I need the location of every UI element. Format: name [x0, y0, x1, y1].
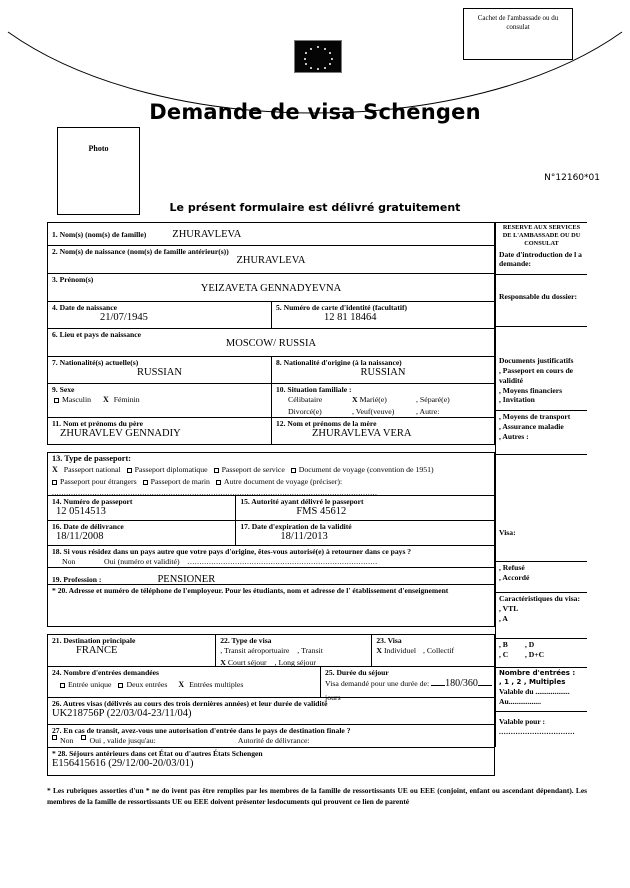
field-13-r1-2: Passeport de service — [221, 465, 285, 475]
field-23-option-0: Individuel — [383, 646, 416, 656]
sidebar-valable-pour-label: Valable pour : — [499, 717, 545, 726]
checkbox-passeport-marin[interactable] — [143, 480, 148, 485]
field-16[interactable] — [48, 521, 235, 545]
field-10-r1-1: Marié(e) — [359, 395, 387, 405]
field-1-value[interactable]: ZHURAVLEVA — [172, 229, 242, 240]
field-25-suffix: jours — [325, 692, 341, 702]
checkbox-transit-oui[interactable] — [81, 735, 86, 740]
field-23-label: 23. Visa — [376, 636, 402, 645]
field-18[interactable] — [47, 546, 495, 568]
sidebar-valable-pour[interactable] — [495, 711, 587, 747]
field-10-r1-0: Célibataire — [288, 395, 323, 405]
checkbox-masculin[interactable] — [54, 398, 59, 403]
field-10-row-1[interactable]: Célibataire X Marié(e) , Séparé(e) — [288, 395, 450, 405]
field-24-label: 24. Nombre d'entrées demandées — [52, 668, 160, 677]
sidebar-visa-title: Visa: — [499, 528, 516, 537]
field-27-option-yes: Oui , valide jusqu'au: — [89, 736, 156, 746]
field-24[interactable] — [48, 667, 320, 697]
field-23-options[interactable]: X Individuel , Collectif — [376, 646, 455, 656]
field-15[interactable] — [235, 496, 494, 520]
field-9-option-0-label: Masculin — [62, 395, 92, 405]
field-9-option-1-label: Féminin — [113, 395, 140, 405]
sidebar-visa-refuse: Refusé — [502, 563, 525, 572]
field-17[interactable] — [235, 521, 494, 545]
field-22-r1-0: Transit aéroportuaire — [224, 646, 290, 656]
form-left-column — [47, 222, 495, 776]
group-travel — [47, 634, 495, 776]
mark-individuel: X — [376, 646, 382, 656]
field-3-value[interactable]: YEIZAVETA GENNADYEVNA — [200, 283, 342, 295]
field-11-value[interactable]: ZHURAVLEV GENNADIY — [60, 428, 181, 440]
sidebar-visa-decision[interactable] — [495, 454, 587, 561]
field-7-8-row — [47, 357, 495, 384]
field-4-value[interactable]: 21/07/1945 — [100, 312, 148, 324]
field-24-option-1: Deux entrées — [126, 680, 168, 690]
field-8[interactable] — [271, 357, 494, 383]
sidebar-valable-pour-dots[interactable]: ................................ — [499, 726, 575, 736]
checkbox-deux-entrees[interactable] — [118, 683, 123, 688]
field-21-label: 21. Destination principale — [52, 636, 136, 645]
field-22-label: 22. Type de visa — [220, 636, 272, 645]
field-27[interactable] — [47, 725, 495, 748]
sidebar-doc-4: Assurance maladie — [502, 421, 564, 431]
sidebar-entries-options[interactable]: , 1 , 2 , Multiples — [499, 678, 566, 687]
field-13-r1-3: Document de voyage (convention de 1951) — [298, 465, 434, 475]
field-13-row-1[interactable] — [52, 464, 490, 476]
field-19[interactable] — [47, 568, 495, 585]
field-8-label: 8. Nationalité d'origine (à la naissance) — [276, 358, 402, 367]
sidebar-carac-option[interactable]: , VTL — [499, 603, 519, 613]
embassy-stamp-label: Cachet de l'ambassade ou du consulat — [477, 14, 559, 32]
field-2-label: 2. Nom(s) de naissance (nom(s) de famille antérieur(s)) — [52, 247, 229, 256]
field-20-label: * 20. Adresse et numéro de téléphone de l'employeur. Pour les étudiants, nom et adresse de l' établissement d'enseignement — [52, 586, 449, 595]
group-passport — [47, 452, 495, 627]
field-17-label: 17. Date d'expiration de la validité — [240, 522, 352, 531]
sidebar-visa-option[interactable]: , Refusé — [499, 563, 525, 572]
field-6-label: 6. Lieu et pays de naissance — [52, 330, 142, 339]
field-24-option-0: Entrée unique — [68, 680, 112, 690]
field-13-r1-0: Passeport national — [63, 465, 121, 475]
sidebar-carac-title: Caractéristiques du visa: — [499, 594, 580, 603]
field-16-17-row — [47, 521, 495, 546]
field-22-row-1[interactable]: , Transit aéroportuaire , Transit — [220, 646, 323, 656]
sidebar-doc-1: Moyens financiers — [502, 385, 563, 395]
field-27-option-no: Non — [60, 736, 74, 746]
field-12-value[interactable]: ZHURAVLEVA VERA — [312, 428, 412, 440]
field-25[interactable] — [320, 667, 494, 702]
field-19-value[interactable]: PENSIONER — [157, 574, 216, 585]
sidebar-visa-accorde: Accordé — [502, 572, 530, 582]
field-4-label: 4. Date de naissance — [52, 303, 117, 312]
field-11-12-row — [47, 418, 495, 445]
field-25-value[interactable]: 180/360 — [445, 678, 478, 690]
field-10-r2-2: Autre: — [419, 406, 440, 416]
sidebar-carac-vtl: VTL — [502, 603, 519, 613]
field-13-label: 13. Type de passeport: — [52, 454, 131, 463]
sidebar-entries[interactable] — [495, 667, 587, 711]
sidebar-document-item[interactable]: , Passeport en cours de validité — [499, 365, 574, 385]
field-13-r2-2: Autre document de voyage (préciser): — [223, 476, 343, 486]
sidebar-carac-b: B — [502, 640, 508, 649]
sidebar-carac-c: C — [502, 649, 509, 659]
checkbox-entree-unique[interactable] — [60, 683, 65, 688]
sidebar-carac-bcd[interactable] — [495, 638, 587, 667]
field-14[interactable] — [48, 496, 235, 520]
mark-marie: X — [352, 395, 358, 405]
eu-stars — [295, 41, 341, 72]
sidebar-visa-option[interactable]: , Accordé — [499, 572, 530, 582]
field-13[interactable] — [47, 452, 495, 496]
field-25-prefix: Visa demandé pour une durée de: — [325, 679, 430, 689]
sheet-row — [47, 222, 587, 776]
field-22[interactable] — [215, 635, 371, 666]
field-18-option-yes[interactable]: Oui (numéro et validité) — [104, 557, 180, 567]
sidebar-date-intro-label: Date d'introduction de l a demande: — [499, 249, 582, 269]
sidebar-carac-option[interactable]: , A — [499, 613, 508, 623]
field-18-options[interactable] — [52, 556, 490, 568]
footnote: * Les rubriques assorties d'un * ne do ivent pas être remplies par les membres de la famille de ressortissants UE ou EEE (conjoint, enfant ou ascendant dépendant). Les membres de la famille de ressortissants UE ou EEE doivent présenter lesdocuments qui prouvent ce lien de parenté — [47, 786, 587, 806]
sidebar-carac-d: D — [528, 640, 535, 649]
sidebar-document-item[interactable]: , Assurance maladie — [499, 421, 564, 431]
checkbox-passeport-diplomatique[interactable] — [127, 468, 132, 473]
sidebar-entries-2: 2 — [516, 678, 522, 687]
field-7-value[interactable]: RUSSIAN — [137, 367, 182, 379]
checkbox-autre-document[interactable] — [216, 480, 221, 485]
form-number: N°12160*01 — [544, 173, 600, 183]
field-26[interactable] — [47, 698, 495, 725]
field-10-row-2[interactable]: Divorcé(e) , Veuf(veuve) , Autre: — [288, 406, 440, 416]
field-26-value[interactable]: UK218756P (22/03/04-23/11/04) — [52, 708, 192, 720]
field-9[interactable] — [48, 384, 271, 417]
field-10-label: 10. Situation familiale : — [276, 385, 352, 394]
field-18-option-no[interactable]: Non — [62, 557, 76, 567]
field-11[interactable] — [48, 418, 271, 444]
spacer — [47, 627, 495, 634]
sidebar-valable-du[interactable]: Valable du .................. — [499, 687, 570, 697]
field-2-value[interactable]: ZHURAVLEVA — [236, 255, 306, 267]
field-2[interactable] — [47, 246, 495, 274]
field-18-label: 18. Si vous résidez dans un pays autre que votre pays d'origine, êtes-vous autorisé(e) à retourner dans ce pays ? — [52, 547, 412, 556]
field-13-row-2[interactable] — [52, 476, 490, 487]
field-10-r2-1: Veuf(veuve) — [355, 406, 395, 416]
field-6[interactable] — [47, 329, 495, 357]
sidebar-entries-title: Nombre d'entrées : — [499, 669, 576, 677]
sidebar-documents-title: Documents justificatifs — [499, 356, 574, 365]
sidebar-date-intro[interactable] — [495, 222, 587, 274]
field-12-label: 12. Nom et prénoms de la mère — [276, 419, 377, 428]
field-28-value[interactable]: E156415616 (29/12/00-20/03/01) — [52, 758, 194, 770]
mark-feminin: X — [102, 395, 109, 405]
eu-flag-icon — [294, 40, 342, 73]
field-27-options[interactable] — [52, 735, 490, 746]
field-7-label: 7. Nationalité(s) actuelle(s) — [52, 358, 139, 367]
field-17-value[interactable]: 18/11/2013 — [280, 531, 328, 543]
sidebar-document-item[interactable]: , Moyens de transport — [499, 412, 571, 421]
field-16-value[interactable]: 18/11/2008 — [56, 531, 104, 543]
checkbox-transit-non[interactable] — [52, 735, 57, 740]
form-right-sidebar — [495, 222, 587, 776]
field-16-label: 16. Date de délivrance — [52, 522, 124, 531]
sidebar-doc-2: Invitation — [502, 395, 535, 405]
mark-court-sejour: X — [220, 657, 226, 667]
sidebar-carac-dc: D+C — [528, 649, 545, 659]
sidebar-responsable-label: Responsable du dossier: — [499, 292, 578, 301]
sidebar-visa-options[interactable] — [495, 561, 587, 592]
sidebar-document-item[interactable]: , Moyens financiers — [499, 385, 563, 395]
field-28[interactable] — [47, 748, 495, 776]
sidebar-responsable[interactable] — [495, 274, 587, 326]
field-15-label: 15. Autorité ayant délivré le passeport — [240, 497, 364, 506]
field-13-r2-0: Passeport pour étrangers — [60, 476, 137, 486]
field-6-value[interactable]: MOSCOW/ RUSSIA — [225, 338, 317, 350]
field-5[interactable] — [271, 302, 494, 328]
field-23[interactable] — [371, 635, 494, 666]
field-12[interactable] — [271, 418, 494, 444]
field-15-value[interactable]: FMS 45612 — [296, 506, 347, 518]
sidebar-entries-multiples: Multiples — [528, 678, 566, 687]
field-7[interactable] — [48, 357, 271, 383]
field-5-value[interactable]: 12 81 18464 — [324, 312, 377, 324]
field-9-label: 9. Sexe — [52, 385, 75, 394]
field-11-label: 11. Nom et prénoms du père — [52, 419, 143, 428]
field-26-label: 26. Autres visas (délivrés au cours des trois dernières années) et leur durée de validité — [52, 699, 328, 708]
field-10-r2-0: Divorcé(e) — [288, 406, 322, 416]
field-3[interactable] — [47, 274, 495, 302]
sidebar-documents[interactable] — [495, 326, 587, 410]
field-28-label: * 28. Séjours antérieurs dans cet État ou d'autres États Schengen — [52, 749, 263, 758]
sidebar-carac[interactable] — [495, 592, 587, 638]
sidebar-carac-a: A — [502, 613, 508, 623]
sidebar-doc-3: Moyens de transport — [502, 412, 571, 421]
checkbox-document-voyage[interactable] — [291, 468, 296, 473]
field-27-authority-label: Autorité de délivrance: — [237, 736, 310, 746]
field-1[interactable] — [47, 222, 495, 246]
free-notice: Le présent formulaire est délivré gratuitement — [169, 201, 461, 214]
field-21-22-23-row — [47, 634, 495, 667]
field-21[interactable] — [48, 635, 215, 666]
field-1-label: 1. Nom(s) (nom(s) de famille) — [52, 230, 147, 239]
field-14-value[interactable]: 12 0514513 — [56, 506, 106, 518]
page-title: Demande de visa Schengen — [149, 100, 481, 124]
checkbox-passeport-etrangers[interactable] — [52, 480, 57, 485]
field-22-r1-1: Transit — [301, 646, 323, 656]
mark-entrees-multiples: X — [178, 680, 185, 690]
field-19-label: 19. Profession : — [52, 575, 102, 584]
sidebar-document-item[interactable]: , Invitation — [499, 395, 535, 405]
field-3-label: 3. Prénom(s) — [52, 275, 94, 284]
sidebar-document-item[interactable]: , Autres : — [499, 431, 529, 441]
field-14-15-row — [47, 496, 495, 521]
sidebar-valable-au[interactable]: Au................. — [499, 697, 541, 707]
group-identity — [47, 222, 495, 445]
field-10[interactable] — [271, 384, 494, 417]
field-24-options[interactable] — [52, 679, 316, 691]
sidebar-heading: RESERVE AUX SERVICES DE L'AMBASSADE OU DU CONSULAT — [502, 224, 581, 247]
field-25-label: 25. Durée du séjour — [325, 668, 389, 677]
field-5-label: 5. Numéro de carte d'identité (facultatif) — [276, 303, 408, 312]
field-13-r1-1: Passeport diplomatique — [134, 465, 208, 475]
sidebar-carac-row[interactable]: , C , D+C — [499, 649, 545, 659]
field-4-5-row — [47, 302, 495, 329]
field-22-row-2[interactable]: X Court séjour , Long séjour — [220, 657, 316, 667]
field-9-options[interactable] — [52, 394, 267, 406]
field-22-r2-1: Long séjour — [278, 657, 316, 667]
field-14-label: 14. Numéro de passeport — [52, 497, 133, 506]
field-8-value[interactable]: RUSSIAN — [360, 367, 406, 379]
field-13-r2-1: Passeport de marin — [150, 476, 210, 486]
field-18-dotted-line[interactable]: ................................................................................ — [187, 557, 378, 567]
field-4[interactable] — [48, 302, 271, 328]
field-20[interactable] — [47, 585, 495, 627]
field-9-10-row — [47, 384, 495, 418]
sidebar-doc-0: Passeport en cours de validité — [499, 365, 574, 385]
photo-label: Photo — [88, 144, 109, 153]
field-10-r1-2: Séparé(e) — [419, 395, 450, 405]
mark-passeport-national: X — [52, 465, 58, 475]
field-23-option-1: Collectif — [426, 646, 455, 656]
sidebar-doc-5: Autres : — [502, 431, 529, 441]
field-22-r2-0: Court séjour — [227, 657, 267, 667]
field-21-value[interactable]: FRANCE — [76, 645, 118, 657]
field-25-duration-line[interactable] — [325, 677, 490, 692]
field-27-label: 27. En cas de transit, avez-vous une autorisation d'entrée dans le pays de destination finale ? — [52, 726, 351, 735]
spacer — [47, 445, 495, 452]
field-24-option-2: Entrées multiples — [189, 680, 244, 690]
field-24-25-row — [47, 667, 495, 702]
checkbox-passeport-service[interactable] — [214, 468, 219, 473]
form-sheet — [47, 222, 587, 776]
sidebar-documents-cont[interactable] — [495, 410, 587, 454]
sidebar-entries-1: 1 — [504, 678, 509, 687]
sidebar-carac-row[interactable]: , B , D — [499, 640, 535, 649]
field-13-dotted-line[interactable]: ......................................................................................................................................... — [52, 488, 378, 498]
